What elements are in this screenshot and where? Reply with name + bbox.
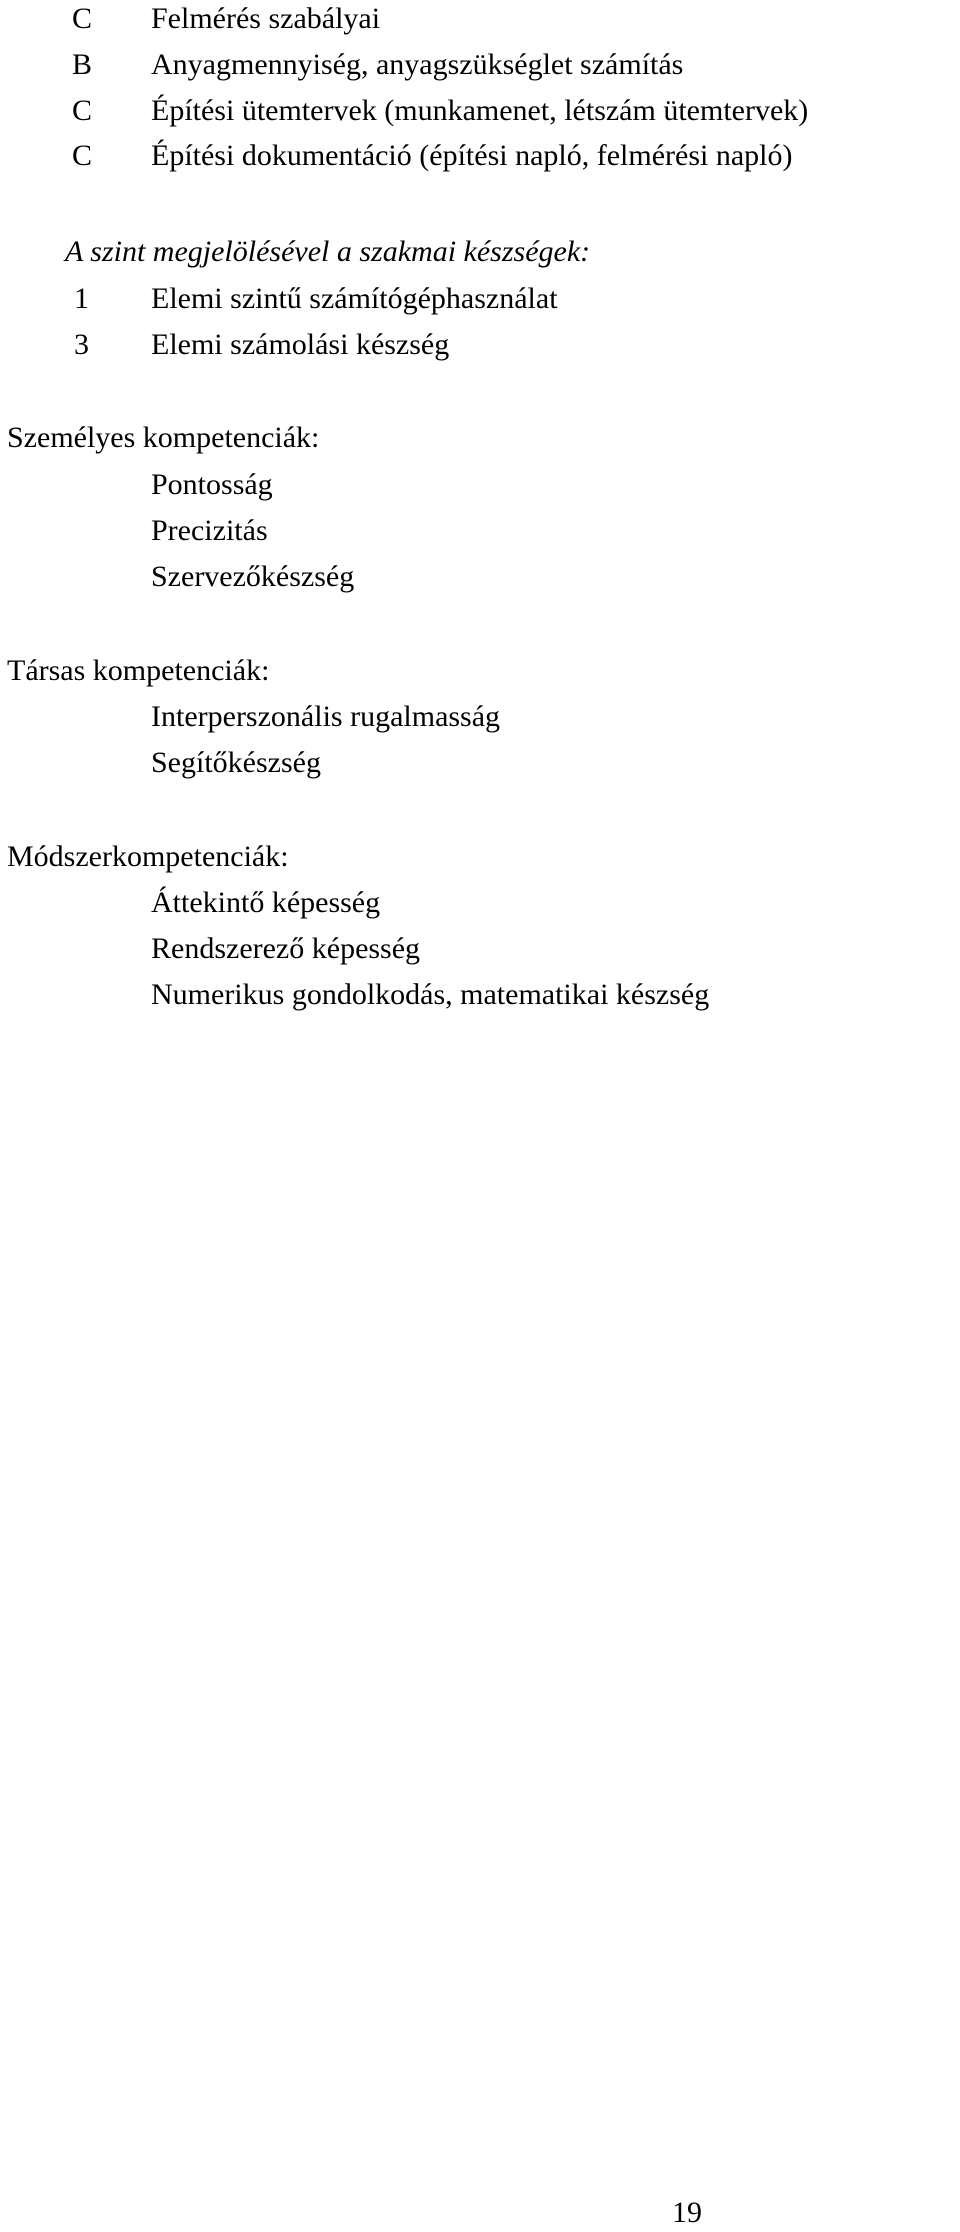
social-item: Segítőkészség bbox=[151, 746, 321, 779]
task-code: C bbox=[72, 2, 93, 35]
task-code: B bbox=[72, 48, 93, 81]
social-item: Interperszonális rugalmasság bbox=[151, 700, 501, 733]
method-item: Rendszerező képesség bbox=[151, 932, 421, 965]
task-text: Építési ütemtervek (munkamenet, létszám ütemtervek) bbox=[151, 94, 809, 127]
skill-level: 1 bbox=[74, 282, 89, 315]
skills-heading: A szint megjelölésével a szakmai készségek: bbox=[65, 235, 591, 268]
personal-item: Precizitás bbox=[151, 514, 268, 547]
skill-text: Elemi szintű számítógéphasználat bbox=[151, 282, 558, 315]
task-text: Felmérés szabályai bbox=[151, 2, 381, 35]
page-number: 19 bbox=[672, 2196, 702, 2229]
task-code: C bbox=[72, 94, 93, 127]
personal-item: Szervezőkészség bbox=[151, 560, 355, 593]
method-heading: Módszerkompetenciák: bbox=[7, 840, 289, 873]
social-heading: Társas kompetenciák: bbox=[7, 654, 270, 687]
skill-text: Elemi számolási készség bbox=[151, 328, 450, 361]
task-text: Építési dokumentáció (építési napló, felmérési napló) bbox=[151, 139, 793, 172]
task-text: Anyagmennyiség, anyagszükséglet számítás bbox=[151, 48, 684, 81]
method-item: Numerikus gondolkodás, matematikai készség bbox=[151, 978, 710, 1011]
skill-level: 3 bbox=[74, 328, 89, 361]
method-item: Áttekintő képesség bbox=[151, 886, 381, 919]
personal-heading: Személyes kompetenciák: bbox=[7, 421, 320, 454]
personal-item: Pontosság bbox=[151, 468, 273, 501]
task-code: C bbox=[72, 139, 93, 172]
